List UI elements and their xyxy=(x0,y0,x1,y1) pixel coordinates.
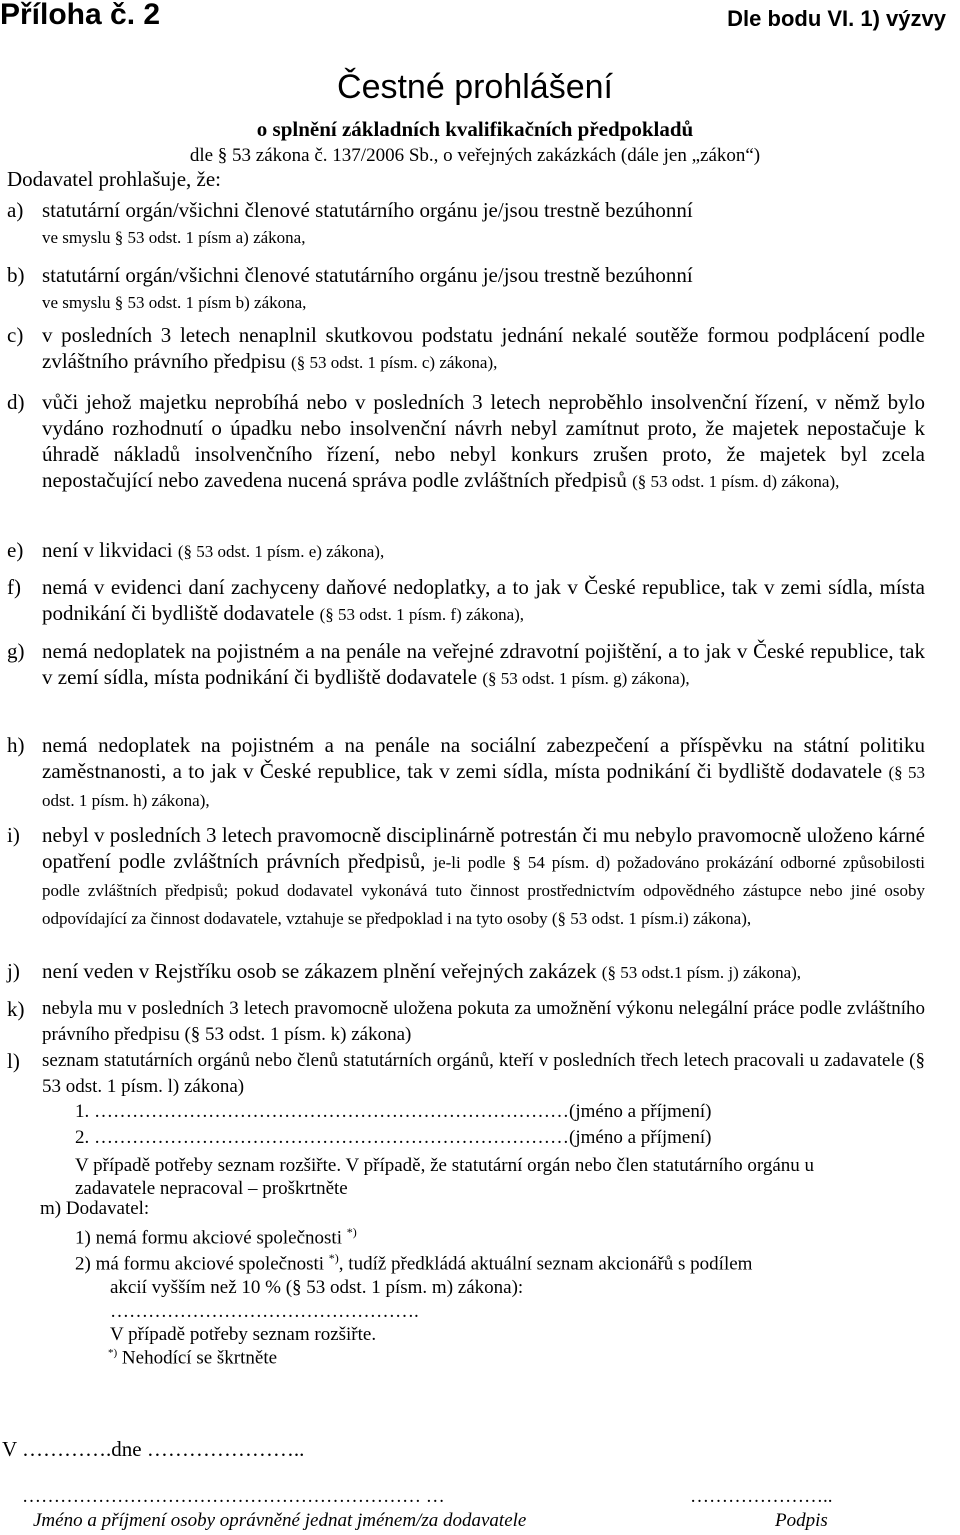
item-reference: (§ 53 odst.1 písm. j) zákona), xyxy=(601,963,802,982)
footnote: *) Nehodící se škrtněte xyxy=(108,1347,278,1369)
list-item xyxy=(7,1048,925,1100)
item-text: v posledních 3 letech nenaplnil skutkovou podstatu jednání nekalé soutěže formou podplácení podle zvláštního právního předpisu xyxy=(42,323,925,373)
item-text: statutární orgán/všichni členové statutárního orgánu je/jsou trestně bezúhonní xyxy=(42,263,693,287)
reference-label: Dle bodu VI. 1) výzvy xyxy=(727,6,946,31)
intro-text: Dodavatel prohlašuje, že: xyxy=(7,167,221,191)
list-item xyxy=(7,996,925,1048)
list-item xyxy=(7,197,925,251)
item-reference: (§ 53 odst. 1 písm. g) zákona), xyxy=(482,669,690,688)
name-line-2: 2. …………………………………………………………………(jméno a příjmení) xyxy=(75,1127,712,1148)
law-reference: dle § 53 zákona č. 137/2006 Sb., o veřejných zakázkách (dále jen „zákon“) xyxy=(189,145,761,166)
item-reference: (§ 53 odst. 1 písm. h) zákona), xyxy=(42,763,926,810)
item-reference: je-li podle § 54 písm. d) požadováno prokázání odborné způsobilosti podle zvláštních předpisů; pokud dodavatel vykonává tuto činnost prostřednictvím odpovědného zástupce nebo jiné osoby odpovídající za činnost dodavatele, vztahuje se předpoklad i na tyto osoby (§ 53 odst. 1 písm.i) zákona), xyxy=(42,853,926,928)
item-m-label: m) Dodavatel: xyxy=(40,1198,150,1219)
shareholder-note: V případě potřeby seznam rozšiřte. xyxy=(110,1324,377,1345)
item-label: k) xyxy=(7,997,25,1021)
item-text: statutární orgán/všichni členové statutárního orgánu je/jsou trestně bezúhonní xyxy=(42,198,693,222)
name-line-1: 1. …………………………………………………………………(jméno a příjmení) xyxy=(75,1101,712,1122)
item-text: nebyla mu v posledních 3 letech pravomocně uložena pokuta za umožnění výkonu nelegální práce podle zvláštního právního předpisu (§ 53 odst. 1 písm. k) zákona) xyxy=(42,998,925,1045)
item-text: nemá nedoplatek na pojistném a na penále na sociální zabezpečení a příspěvku na státní politiku zaměstnanosti, a to jak v České republice, tak v zemi sídla, místa podnikání či bydliště dodavatele xyxy=(42,733,925,783)
item-text: není v likvidaci xyxy=(42,538,173,562)
item-label: c) xyxy=(7,323,24,347)
item-reference: (§ 53 odst. 1 písm. f) zákona), xyxy=(319,605,525,624)
item-reference: (§ 53 odst. 1 písm. d) zákona), xyxy=(632,472,840,491)
shareholder-dots: …………………………………………. xyxy=(110,1301,419,1322)
list-item xyxy=(7,537,925,565)
item-m-option-1: 1) nemá formu akciové společnosti *) xyxy=(75,1225,357,1249)
item-reference: ve smyslu § 53 odst. 1 písm a) zákona, xyxy=(42,228,306,247)
list-item xyxy=(7,389,925,495)
item-m-option-2: 2) má formu akciové společnosti *), tudíž předkládá aktuální seznam akcionářů s podílem xyxy=(75,1251,753,1275)
list-item xyxy=(7,638,925,692)
item-text: vůči jehož majetku neprobíhá nebo v posledních 3 letech neproběhlo insolvenční řízení, v němž bylo vydáno rozhodnutí o úpadku nebo insolvenční návrh nebyl zamítnut proto, že majetek nepostačuje k úhradě nákladů insolvenčního řízení, nebo nebyl konkurs zrušen proto, že majetek byl zcela nepostačující nebo zavedena nucená správa podle zvláštních předpisů xyxy=(42,390,925,492)
item-label: i) xyxy=(7,823,20,847)
authorized-person-label: Jméno a příjmení osoby oprávněné jednat jménem/za dodavatele xyxy=(33,1510,527,1531)
document-subtitle: o splnění základních kvalifikačních předpokladů xyxy=(256,117,694,141)
signature-dots-left: ……………………………………………………… … xyxy=(22,1486,445,1507)
list-item xyxy=(7,322,925,376)
item-label: a) xyxy=(7,198,24,222)
list-item xyxy=(7,822,925,932)
item-reference: (§ 53 odst. 1 písm. c) zákona), xyxy=(291,353,498,372)
signature-dots-right: ………………….. xyxy=(690,1486,833,1507)
annex-label: Příloha č. 2 xyxy=(0,0,161,31)
list-item xyxy=(7,958,925,986)
item-m-option-2-cont: akcií vyšším než 10 % (§ 53 odst. 1 písm. m) zákona): xyxy=(110,1277,524,1298)
item-label: h) xyxy=(7,733,25,757)
document-title: Čestné prohlášení xyxy=(337,68,613,106)
item-label: b) xyxy=(7,263,25,287)
item-text: nemá v evidenci daní zachyceny daňové nedoplatky, a to jak v České republice, tak v zemi sídla, místa podnikání či bydliště dodavatele xyxy=(42,575,925,625)
item-text: nemá nedoplatek na pojistném a na penále na veřejné zdravotní pojištění, a to jak v České republice, tak v zemí sídla, místa podnikání či bydliště dodavatele xyxy=(42,639,925,689)
item-reference: ve smyslu § 53 odst. 1 písm b) zákona, xyxy=(42,293,307,312)
place-date-field: V ………….dne ………………….. xyxy=(2,1437,305,1461)
note-line-2: zadavatele nepracoval – proškrtněte xyxy=(75,1178,348,1199)
footnote-mark: *) xyxy=(328,1251,339,1265)
item-label: j) xyxy=(7,959,20,983)
list-item xyxy=(7,574,925,628)
footnote-mark: *) xyxy=(346,1225,357,1239)
item-label: g) xyxy=(7,639,25,663)
item-label: d) xyxy=(7,390,25,414)
item-text: nebyl v posledních 3 letech pravomocně disciplinárně potrestán či mu nebylo pravomocně uloženo kárné opatření podle zvláštních právních předpisů, xyxy=(42,823,925,873)
item-text: není veden v Rejstříku osob se zákazem plnění veřejných zakázek xyxy=(42,959,597,983)
item-label: l) xyxy=(7,1049,20,1073)
signature-label: Podpis xyxy=(775,1510,828,1531)
item-label: e) xyxy=(7,538,24,562)
list-item xyxy=(7,732,925,814)
item-text: seznam statutárních orgánů nebo členů statutárních orgánů, kteří v posledních třech letech pracovali u zadavatele (§ 53 odst. 1 písm. l) zákona) xyxy=(42,1050,925,1097)
item-reference: (§ 53 odst. 1 písm. e) zákona), xyxy=(177,542,385,561)
list-item xyxy=(7,262,925,316)
note-line-1: V případě potřeby seznam rozšiřte. V případě, že statutární orgán nebo člen statutárního orgánu u xyxy=(75,1155,815,1176)
item-label: f) xyxy=(7,575,21,599)
